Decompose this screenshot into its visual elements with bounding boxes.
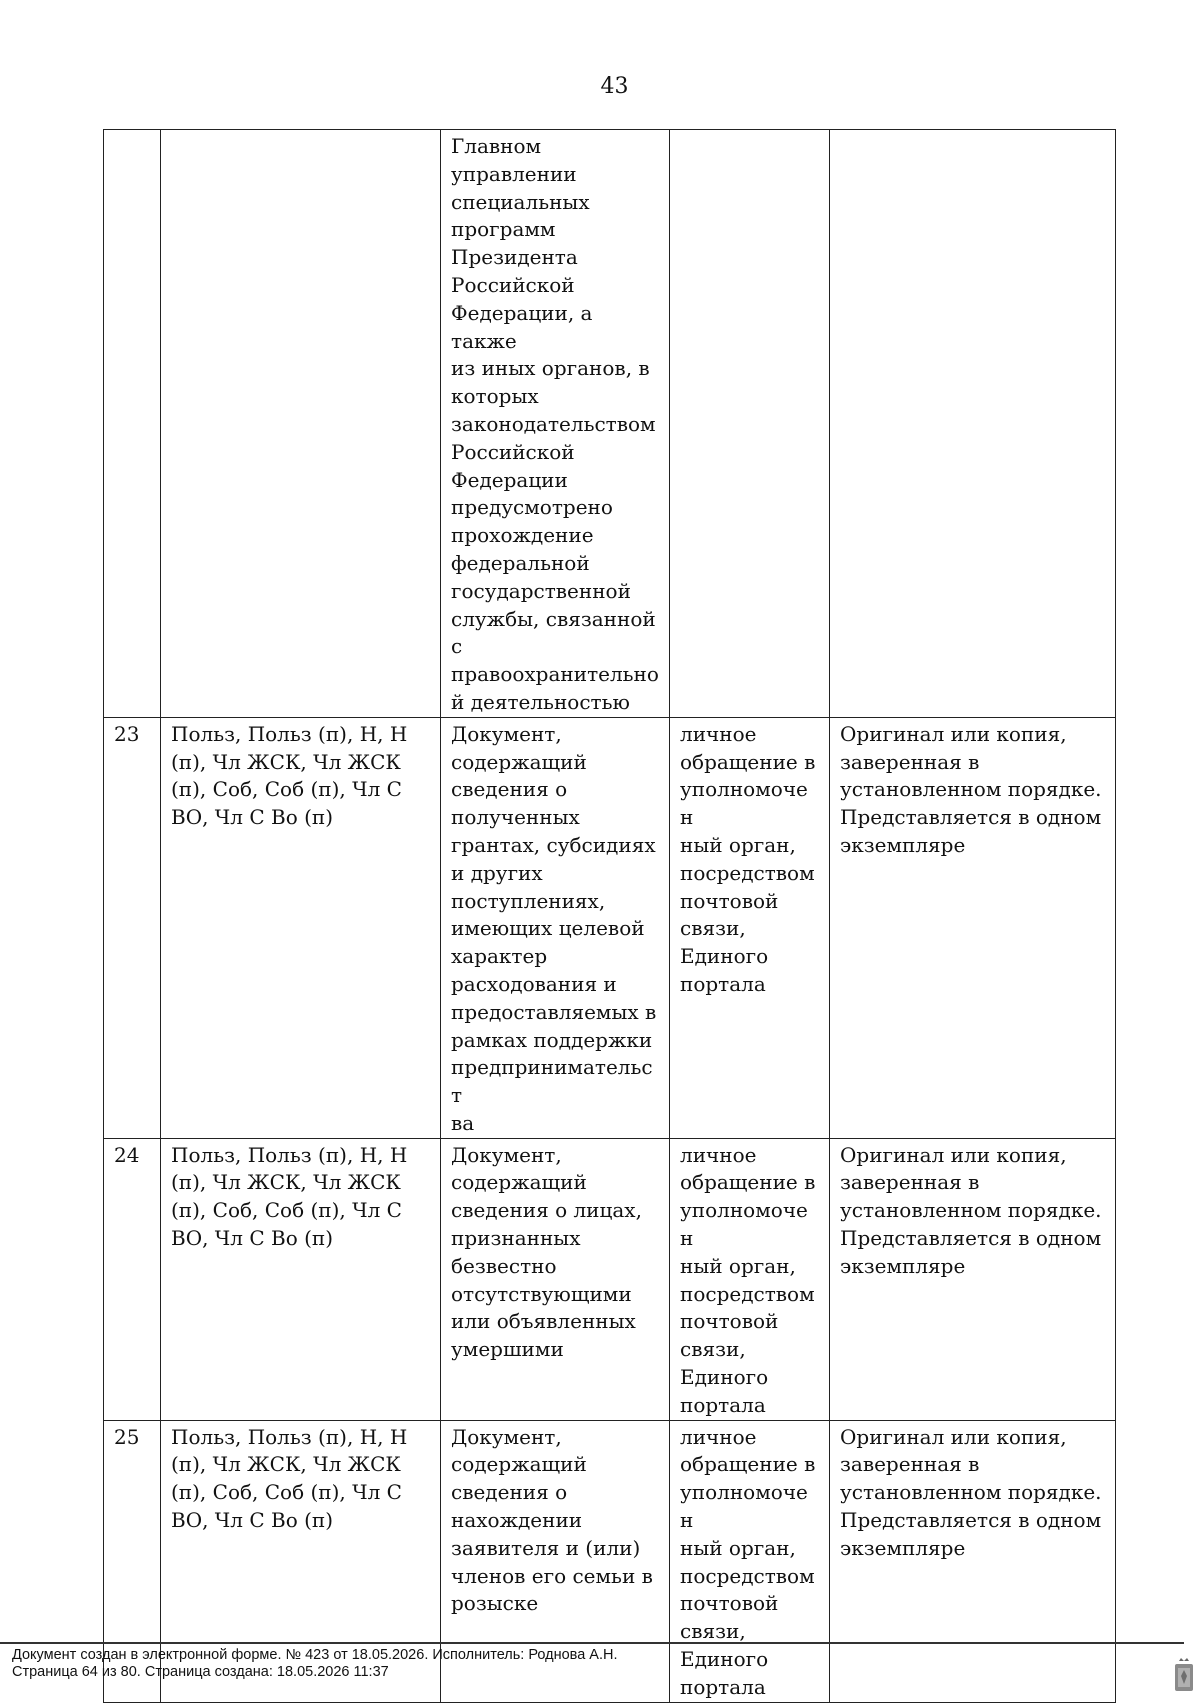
row-number-cell: 25 bbox=[104, 1420, 161, 1702]
footer bbox=[12, 1647, 618, 1681]
form-cell: Оригинал или копия, заверенная в установленном порядке. Представляется в одном экземпляре bbox=[830, 1138, 1116, 1420]
table-row bbox=[104, 717, 1116, 1138]
document-cell: Документ, содержащий сведения о лицах, признанных безвестно отсутствующими или объявленных умершими bbox=[441, 1138, 670, 1420]
row-number-cell bbox=[104, 130, 161, 718]
document-cell: Документ, содержащий сведения о нахождении заявителя и (или) членов его семьи в розыске bbox=[441, 1420, 670, 1702]
form-cell: Оригинал или копия, заверенная в установленном порядке. Представляется в одном экземпляре bbox=[830, 717, 1116, 1138]
coat-of-arms-icon bbox=[1174, 1658, 1194, 1692]
footer-line-document-info: Документ создан в электронной форме. № 423 от 18.05.2026. Исполнитель: Роднова А.Н. bbox=[12, 1647, 618, 1663]
applicants-cell: Польз, Польз (п), Н, Н (п), Чл ЖСК, Чл ЖСК (п), Соб, Соб (п), Чл С ВО, Чл С Во (п) bbox=[161, 717, 441, 1138]
document-cell: Главном управлении специальных программ Президента Российской Федерации, а также из иных органов, в которых законодательством Российской Федерации предусмотрено прохождение федеральной государственной службы, связанной с правоохранительно й деятельностью bbox=[441, 130, 670, 718]
form-cell: Оригинал или копия, заверенная в установленном порядке. Представляется в одном экземпляре bbox=[830, 1420, 1116, 1702]
method-cell bbox=[670, 130, 830, 718]
row-number-cell: 23 bbox=[104, 717, 161, 1138]
row-number-cell: 24 bbox=[104, 1138, 161, 1420]
table-row bbox=[104, 1138, 1116, 1420]
method-cell: личное обращение в уполномочен ный орган, посредством почтовой связи, Единого портала bbox=[670, 1138, 830, 1420]
documents-table bbox=[103, 129, 1116, 1703]
table-row bbox=[104, 130, 1116, 718]
footer-line-page-info: Страница 64 из 80. Страница создана: 18.05.2026 11:37 bbox=[12, 1664, 389, 1680]
footer-divider bbox=[0, 1642, 1184, 1644]
form-cell bbox=[830, 130, 1116, 718]
page-number: 43 bbox=[600, 74, 629, 99]
document-cell: Документ, содержащий сведения о полученных грантах, субсидиях и других поступлениях, имеющих целевой характер расходования и предоставляемых в рамках поддержки предпринимательст ва bbox=[441, 717, 670, 1138]
method-cell: личное обращение в уполномочен ный орган, посредством почтовой связи, Единого портала bbox=[670, 717, 830, 1138]
applicants-cell: Польз, Польз (п), Н, Н (п), Чл ЖСК, Чл ЖСК (п), Соб, Соб (п), Чл С ВО, Чл С Во (п) bbox=[161, 1420, 441, 1702]
applicants-cell: Польз, Польз (п), Н, Н (п), Чл ЖСК, Чл ЖСК (п), Соб, Соб (п), Чл С ВО, Чл С Во (п) bbox=[161, 1138, 441, 1420]
method-cell: личное обращение в уполномочен ный орган, посредством почтовой связи, Единого портала bbox=[670, 1420, 830, 1702]
applicants-cell bbox=[161, 130, 441, 718]
